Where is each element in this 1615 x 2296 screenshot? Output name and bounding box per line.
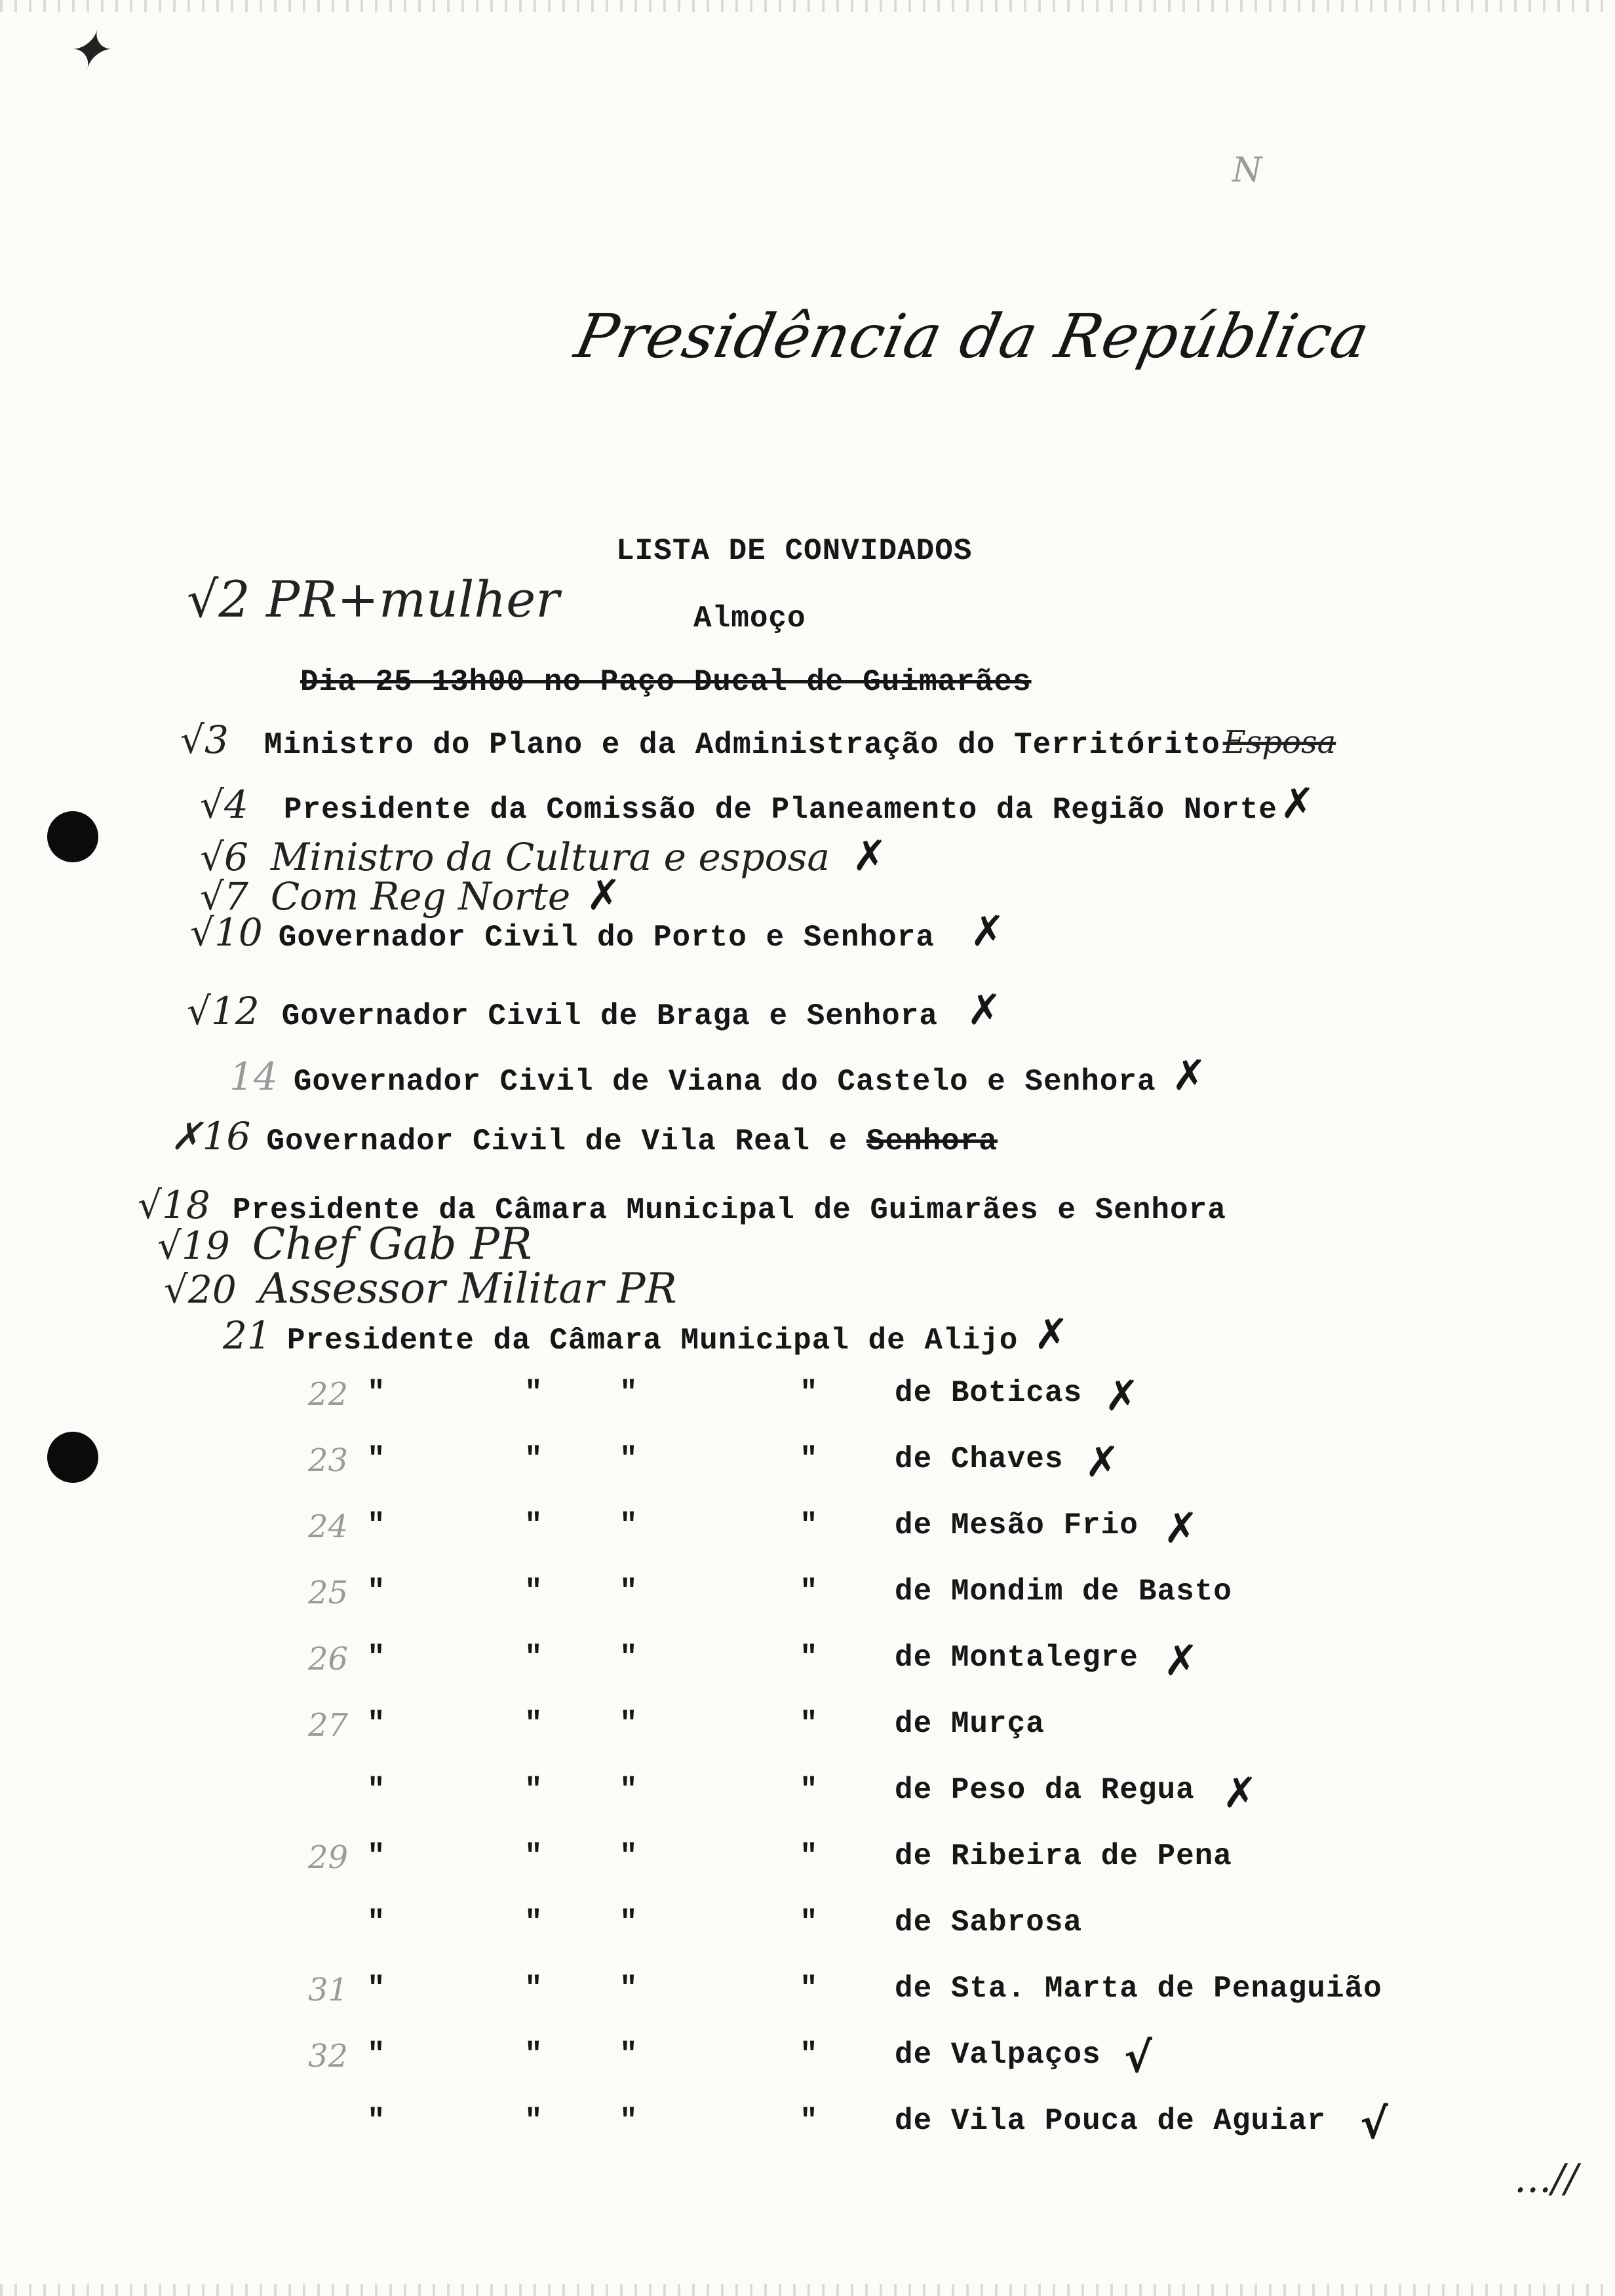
entry-text: Presidente da Câmara Municipal de Guimarães e Senhora	[232, 1193, 1226, 1227]
hand-number: 14	[229, 1054, 278, 1099]
page-subtitle: Almoço	[693, 602, 806, 636]
ditto-mark: "	[619, 1442, 638, 1476]
list-item	[164, 1265, 677, 1313]
ditto-mark: "	[619, 2104, 638, 2138]
entry-mark: ✗	[851, 832, 887, 881]
entry-mark: ✗	[586, 871, 621, 920]
entry-text: Presidente da Comissão de Planeamento da Região Norte	[283, 793, 1277, 827]
entry-mark: Esposa	[1222, 724, 1336, 761]
list-item	[0, 2034, 1615, 2090]
hand-number: 29	[308, 1839, 349, 1876]
ditto-mark: "	[524, 2104, 543, 2138]
list-item	[0, 1707, 1615, 1759]
entry-text: Governador Civil de Viana do Castelo e Senhora	[293, 1065, 1156, 1099]
ditto-mark: "	[524, 2038, 543, 2072]
ditto-mark: "	[800, 1641, 819, 1675]
municipality-name: de Murça	[895, 1707, 1045, 1741]
hand-number: √19	[157, 1223, 230, 1268]
hand-number: √18	[138, 1183, 210, 1227]
ditto-mark: "	[619, 1972, 638, 2006]
list-item	[170, 1114, 998, 1158]
ditto-mark: "	[367, 1839, 386, 1873]
list-item	[223, 1311, 1069, 1359]
entry-mark: ✗	[1171, 1052, 1207, 1100]
ditto-mark: "	[800, 1773, 819, 1807]
ditto-mark: "	[367, 1707, 386, 1741]
ditto-mark: "	[619, 1376, 638, 1410]
entry-struck-tail: Senhora	[866, 1124, 998, 1158]
hand-number: 25	[308, 1575, 349, 1611]
ditto-mark: "	[367, 2038, 386, 2072]
municipality-name: de Sabrosa	[895, 1905, 1083, 1940]
hand-number: √4	[200, 782, 248, 827]
list-item	[0, 1438, 1615, 1495]
ditto-mark: "	[524, 1376, 543, 1410]
list-item	[187, 986, 1002, 1035]
ditto-mark: "	[800, 1442, 819, 1476]
ditto-mark: "	[619, 2038, 638, 2072]
entry-mark: ✗	[966, 986, 1002, 1035]
entry-text: Governador Civil de Vila Real e	[266, 1124, 866, 1158]
municipality-name: de Vila Pouca de Aguiar	[895, 2104, 1326, 2138]
entry-text: Governador Civil do Porto e Senhora	[278, 921, 935, 955]
ditto-mark: "	[367, 1641, 386, 1675]
letterhead: Presidência da República	[569, 301, 1376, 372]
scan-edge-top	[0, 0, 1615, 12]
list-item	[0, 1769, 1615, 1826]
hand-number: √6	[200, 835, 248, 879]
ditto-mark: "	[800, 1905, 819, 1940]
ditto-mark: "	[524, 1972, 543, 2006]
entry-text: Presidente da Câmara Municipal de Alijo	[286, 1324, 1019, 1358]
municipality-name: de Peso da Regua	[895, 1773, 1195, 1807]
punch-hole	[47, 811, 98, 862]
ditto-mark: "	[524, 1707, 543, 1741]
corner-scribble-icon: ✦	[66, 20, 110, 81]
ditto-mark: "	[524, 1641, 543, 1675]
ditto-mark: "	[524, 1442, 543, 1476]
ditto-mark: "	[800, 1707, 819, 1741]
entry-text: Ministro do Plano e da Administração do Territórito	[263, 728, 1220, 762]
entry-text: Chef Gab PR	[252, 1219, 532, 1269]
entry-mark: ✗	[1279, 780, 1315, 828]
municipality-name: de Chaves	[895, 1442, 1064, 1476]
ditto-mark: "	[800, 1839, 819, 1873]
scan-edge-bottom	[0, 2284, 1615, 2296]
ditto-mark: "	[800, 1376, 819, 1410]
ditto-mark: "	[619, 1773, 638, 1807]
ditto-mark: "	[367, 1508, 386, 1542]
list-item	[157, 1219, 532, 1269]
entry-text: Ministro da Cultura e esposa	[270, 835, 830, 879]
municipality-name: de Montalegre	[895, 1641, 1138, 1675]
corner-note: N	[1232, 151, 1262, 190]
ditto-mark: "	[524, 1773, 543, 1807]
entry-mark: ✗	[1163, 1504, 1199, 1553]
entry-mark: ✗	[1104, 1372, 1140, 1421]
hand-number: 23	[308, 1442, 349, 1479]
entry-mark: ✗	[1034, 1311, 1070, 1359]
ditto-mark: "	[367, 1442, 386, 1476]
ditto-mark: "	[800, 1972, 819, 2006]
entry-mark: ✗	[1163, 1637, 1199, 1685]
list-item	[0, 1504, 1615, 1561]
hand-number: √7	[200, 874, 248, 919]
entry-mark: ✗	[1222, 1769, 1258, 1818]
list-item	[190, 908, 1005, 956]
list-item	[0, 1839, 1615, 1892]
hand-number: √20	[164, 1267, 237, 1312]
hand-number: ✗16	[170, 1114, 251, 1158]
ditto-mark: "	[619, 1707, 638, 1741]
list-item	[0, 1905, 1615, 1958]
ditto-mark: "	[367, 1972, 386, 2006]
ditto-mark: "	[367, 1376, 386, 1410]
entry-mark: ✗	[1085, 1438, 1120, 1487]
ditto-mark: "	[367, 1773, 386, 1807]
ditto-mark: "	[524, 1905, 543, 1940]
hand-number: √10	[190, 910, 263, 955]
ditto-mark: "	[367, 1575, 386, 1609]
ditto-mark: "	[619, 1905, 638, 1940]
ditto-mark: "	[367, 1905, 386, 1940]
ditto-mark: "	[524, 1575, 543, 1609]
ditto-mark: "	[524, 1508, 543, 1542]
list-item	[0, 1575, 1615, 1627]
hand-number: √12	[187, 989, 260, 1033]
struck-date-line: Dia 25 13h00 no Paço Ducal de Guimarães	[300, 665, 1032, 699]
municipality-name: de Sta. Marta de Penaguião	[895, 1972, 1382, 2006]
hand-number: 27	[308, 1707, 349, 1744]
page-continues: ...//	[1514, 2156, 1578, 2202]
list-item	[229, 1052, 1207, 1100]
list-item	[0, 2100, 1615, 2156]
list-item	[0, 1372, 1615, 1428]
entry-text: Governador Civil de Braga e Senhora	[281, 999, 938, 1033]
entry-text: Com Reg Norte	[270, 874, 571, 919]
list-item	[0, 1972, 1615, 2024]
municipality-name: de Mondim de Basto	[895, 1575, 1232, 1609]
hand-number: √3	[180, 718, 229, 762]
hand-number: 32	[308, 2038, 349, 2075]
ditto-mark: "	[524, 1839, 543, 1873]
municipality-name: de Mesão Frio	[895, 1508, 1138, 1542]
ditto-mark: "	[619, 1575, 638, 1609]
hand-number: 26	[308, 1641, 349, 1677]
list-item	[200, 780, 1315, 828]
entry-mark: ✗	[969, 908, 1005, 956]
hand-number: 31	[308, 1972, 349, 2008]
municipality-name: de Boticas	[895, 1376, 1083, 1410]
entry-mark: √	[1360, 2100, 1388, 2149]
ditto-mark: "	[800, 1575, 819, 1609]
ditto-mark: "	[800, 2104, 819, 2138]
hand-number: 24	[308, 1508, 349, 1545]
ditto-mark: "	[619, 1641, 638, 1675]
ditto-mark: "	[800, 2038, 819, 2072]
hand-number: 22	[308, 1376, 349, 1413]
municipality-name: de Ribeira de Pena	[895, 1839, 1232, 1873]
list-item	[180, 718, 1336, 762]
page-title: LISTA DE CONVIDADOS	[616, 534, 973, 568]
ditto-mark: "	[619, 1508, 638, 1542]
ditto-mark: "	[619, 1839, 638, 1873]
ditto-mark: "	[367, 2104, 386, 2138]
hand-number: 21	[223, 1313, 271, 1358]
entry-mark: √	[1124, 2034, 1152, 2082]
list-item	[0, 1637, 1615, 1693]
municipality-name: de Valpaços	[895, 2038, 1101, 2072]
hand-note-top: √2 PR+mulher	[187, 570, 560, 628]
entry-text: Assessor Militar PR	[258, 1265, 677, 1313]
ditto-mark: "	[800, 1508, 819, 1542]
